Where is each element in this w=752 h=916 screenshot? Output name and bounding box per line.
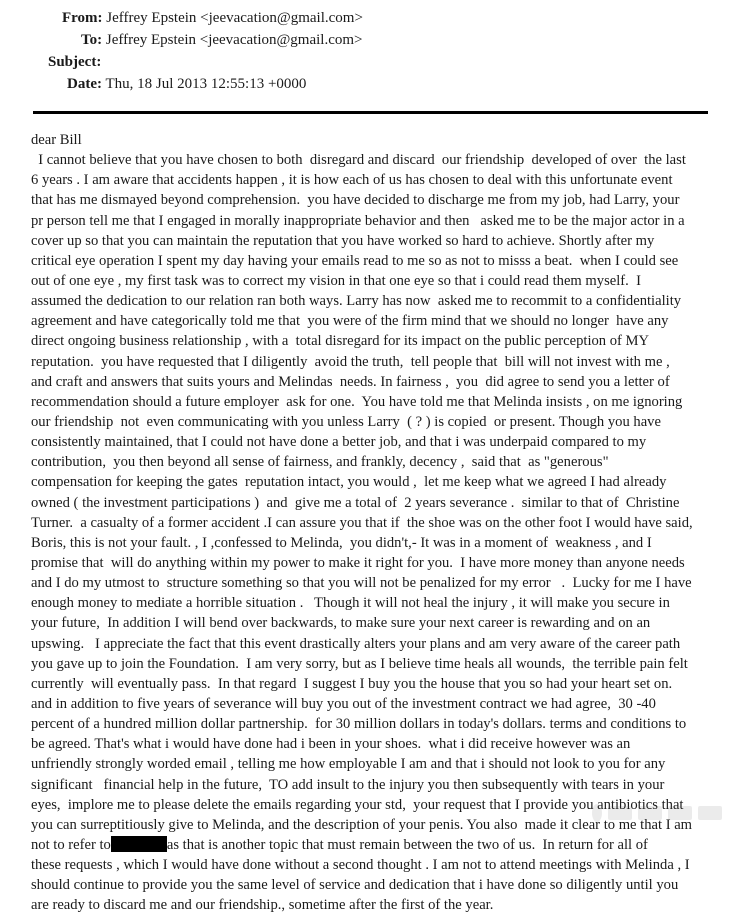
body-line: these requests , which I would have done without a second thought . I am not to attend meetings with Melinda , I bbox=[31, 857, 690, 874]
body-line: Boris, this is not your fault. , I ,confessed to Melinda, you didn't,- It was in a moment of weakness , and I bbox=[31, 534, 652, 551]
redaction-block bbox=[111, 836, 167, 852]
body-line: critical eye operation I spent my day having your emails read to me so as not to misss a beat. when I could see bbox=[31, 252, 679, 269]
header-divider bbox=[33, 111, 708, 114]
body-line: I cannot believe that you have chosen to both disregard and discard our friendship developed of over the last bbox=[31, 152, 686, 169]
body-line: percent of a hundred million dollar partnership. for 30 million dollars in today's dollars. terms and conditions to bbox=[31, 716, 687, 733]
body-line: unfriendly strongly worded email , telling me how employable I am and that i should not look to you for any bbox=[31, 756, 666, 773]
to-row bbox=[81, 30, 363, 50]
body-line: reputation. you have requested that I diligently avoid the truth, tell people that bill will not invest with me , bbox=[31, 353, 670, 370]
body-line: dear Bill bbox=[31, 132, 82, 148]
body-line: compensation for keeping the gates reputation intact, you would , let me keep what we agreed I had already bbox=[31, 474, 667, 491]
from-row bbox=[62, 8, 363, 28]
body-line: consistently maintained, that I could not have done a better job, and that i was underpaid compared to my bbox=[31, 434, 647, 451]
body-line: direct ongoing business relationship , with a total disregard for its impact on the public perception of MY bbox=[31, 333, 650, 350]
body-line: pr person tell me that I engaged in morally inappropriate behavior and then asked me to be the major actor in a bbox=[31, 212, 685, 229]
body-line: you gave up to join the Foundation. I am very sorry, but as I believe time heals all wounds, the terrible pain felt bbox=[31, 655, 688, 672]
redacted-line-after: as that is another topic that must remain between the two of us. In return for all of bbox=[166, 836, 648, 853]
subject-label: Subject: bbox=[48, 54, 102, 70]
body-line: recommendation should a future employer ask for one. You have told me that Melinda insists , on me ignoring bbox=[31, 393, 683, 410]
watermark-glyph bbox=[608, 806, 632, 820]
body-line: and craft and answers that suits yours and Melindas needs. In fairness , you did agree to send you a letter of bbox=[31, 373, 670, 390]
body-line: are ready to discard me and our friendship., sometime after the first of the year. bbox=[31, 897, 494, 914]
redacted-line-before: not to refer to bbox=[31, 836, 111, 853]
watermark-glyph bbox=[638, 806, 662, 820]
body-line: assumed the dedication to our relation ran both ways. Larry has now asked me to recommit to a confidentiality bbox=[31, 293, 682, 310]
body-line: upswing. I appreciate the fact that this event drastically alters your plans and am very aware of the career path bbox=[31, 635, 681, 652]
body-line: be agreed. That's what i would have done had i been in your shoes. what i did receive however was an bbox=[31, 736, 631, 753]
body-line-redacted bbox=[31, 835, 721, 855]
to-label: To: bbox=[81, 32, 103, 48]
body-line: cover up so that you can maintain the reputation that you have worked so hard to achieve. Shortly after my bbox=[31, 232, 655, 249]
body-line: our friendship not even communicating with you unless Larry ( ? ) is copied or present. Though you have bbox=[31, 413, 661, 430]
body-line: you can surreptitiously give to Melinda, and the description of your penis. You also made it clear to me that I am bbox=[31, 816, 693, 833]
watermark bbox=[592, 802, 742, 824]
body-line: out of one eye , my first task was to correct my vision in that one eye so that i could read them myself. I bbox=[31, 272, 641, 289]
from-value: Jeffrey Epstein <jeevacation@gmail.com> bbox=[106, 10, 363, 26]
email-body bbox=[31, 130, 721, 915]
subject-row bbox=[48, 52, 101, 72]
to-value: Jeffrey Epstein <jeevacation@gmail.com> bbox=[105, 32, 363, 48]
body-line: and I do my utmost to structure something so that you will not be penalized for my error . Lucky for me I have bbox=[31, 575, 692, 592]
body-line: significant financial help in the future, TO add insult to the injury you then subsequently with tears in your bbox=[31, 776, 665, 793]
date-value: Thu, 18 Jul 2013 12:55:13 +0000 bbox=[105, 76, 307, 92]
body-line: currently will eventually pass. In that regard I suggest I buy you the house that you so had your heart set on. bbox=[31, 675, 673, 692]
body-line: 6 years . I am aware that accidents happen , it is how each of us has chosen to deal with this unfortunate event bbox=[31, 172, 673, 189]
body-line: enough money to mediate a horrible situation . Though it will not heal the injury , it will make you secure in bbox=[31, 595, 670, 612]
from-label: From: bbox=[62, 10, 103, 26]
watermark-logo-icon bbox=[592, 804, 602, 822]
body-line: Turner. a casualty of a former accident .I can assure you that if the shoe was on the other foot I would have said, bbox=[31, 514, 693, 531]
date-label: Date: bbox=[67, 76, 102, 92]
body-line: owned ( the investment participations ) and give me a total of 2 years severance . similar to that of Christine bbox=[31, 494, 680, 511]
body-line: should continue to provide you the same level of service and dedication that i have done so diligently until you bbox=[31, 877, 679, 894]
date-row bbox=[67, 74, 306, 94]
body-line: that has me dismayed beyond comprehension. you have decided to discharge me from my job, had Larry, your bbox=[31, 192, 680, 209]
body-line: your future, In addition I will bend over backwards, to make sure your next career is rewarding and on an bbox=[31, 615, 651, 632]
body-line: agreement and have categorically told me that you were of the firm mind that we should no longer have any bbox=[31, 313, 669, 330]
body-line: and in addition to five years of severance will buy you out of the investment contract we had agree, 30 -40 bbox=[31, 695, 656, 712]
watermark-glyph bbox=[668, 806, 692, 820]
body-line: promise that will do anything within my power to make it right for you. I have more money than anyone needs bbox=[31, 554, 685, 571]
body-line: eyes, implore me to please delete the emails regarding your std, your request that I provide you antibiotics that bbox=[31, 796, 684, 813]
body-line: contribution, you then beyond all sense of fairness, and frankly, decency , said that as "generous" bbox=[31, 454, 609, 471]
watermark-glyph bbox=[698, 806, 722, 820]
